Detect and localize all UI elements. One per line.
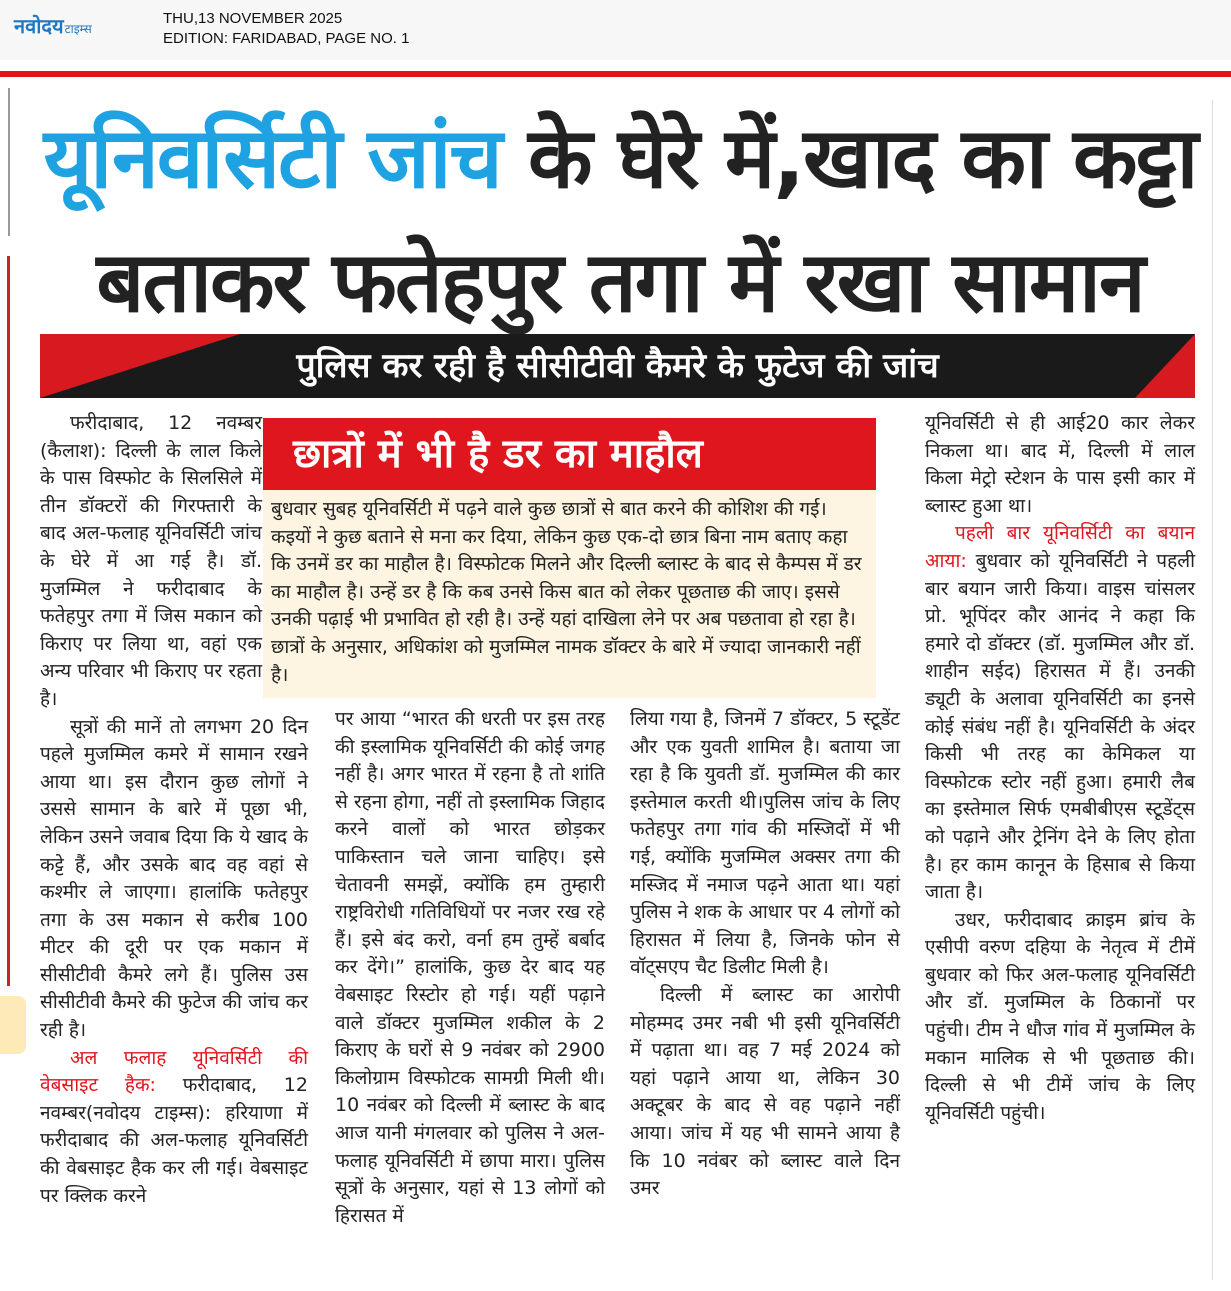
edition-info [163, 9, 409, 49]
sidebar-box-body: बुधवार सुबह यूनिवर्सिटी में पढ़ने वाले कुछ छात्रों से बात करने की कोशिश की गई। कइयों ने कुछ बताने से मना कर दिया, लेकिन कुछ एक-दो छात्र बिना नाम बताए कहा कि उनमें डर का माहौल है। विस्फोटक मिलने और दिल्ली ब्लास्ट के बाद से कैम्पस में डर का माहौल है। उन्हें डर है कि कब उनसे किस बात को लेकर पूछताछ की जाए। इससे उनकी पढ़ाई भी प्रभावित हो रही है। उन्हें यहां दाखिला लेने पर अब पछतावा हो रहा है। छात्रों के अनुसार, अधिकांश को मुजम्मिल नामक डॉक्टर के बारे में ज्यादा जानकारी नहीं है। [271, 498, 862, 686]
subheadline-banner [40, 334, 1195, 398]
adjacent-box-edge [0, 996, 26, 1054]
epaper-header [0, 0, 1231, 60]
paragraph: यूनिवर्सिटी से ही आई20 कार लेकर निकला था। बाद में, दिल्ली में लाल किला मेट्रो स्टेशन के पास इसी कार में ब्लास्ट हुआ था। [925, 412, 1195, 517]
headline-highlight: यूनिवर्सिटी जांच [43, 109, 501, 207]
sidebar-box-title: छात्रों में भी है डर का माहौल [263, 418, 876, 490]
paragraph: अल फलाह यूनिवर्सिटी की वेबसाइट हैक: फरीदाबाद, 12 नवम्बर(नवोदय टाइम्स): हरियाणा में फरीदाबाद की अल-फलाह यूनिवर्सिटी की वेबसाइट हैक कर ली गई। वेबसाइट पर क्लिक करने [40, 1046, 308, 1207]
newspaper-logo[interactable]: नवोदयटाइम्स [14, 14, 92, 38]
paragraph: लिया गया है, जिनमें 7 डॉक्टर, 5 स्टूडेंट और एक युवती शामिल है। बताया जा रहा है कि युवती डॉ. मुजम्मिल की कार इस्तेमाल करती थी।पुलिस जांच के लिए फतेहपुर तगा गांव की मस्जिदों में भी गई, क्योंकि मुजम्मिल अक्सर तगा की मस्जिद में नमाज पढ़ने आता था। यहां पुलिस ने शक के आधार पर 4 लोगों को हिरासत में लिया है, जिनके फोन से वॉट्सएप चैट डिलीट मिली है। [630, 708, 900, 979]
article-column-1 [40, 410, 308, 1210]
article-column-4 [925, 410, 1195, 1127]
paragraph: पहली बार यूनिवर्सिटी का बयान आया: बुधवार को यूनिवर्सिटी ने पहली बार बयान जारी किया। वाइस चांसलर प्रो. भूपिंदर कौर आनंद ने कहा कि हमारे दो डॉक्टर (डॉ. मुजम्मिल और डॉ. शाहीन सईद) हिरासत में हैं। उनकी ड्यूटी के अलावा यूनिवर्सिटी का इनसे कोई संबंध नहीं है। यूनिवर्सिटी के अंदर किसी भी तरह का केमिकल या विस्फोटक स्टोर नहीं हुआ। हमारी लैब का इस्तेमाल सिर्फ एमबीबीएस स्टूडेंट्स को पढ़ाने और ट्रेनिंग देने के लिए होता है। हर काम कानून के हिसाब से किया जाता है। [925, 522, 1195, 904]
adjacent-column-edge [1212, 100, 1214, 1280]
adjacent-article-edge [0, 88, 10, 236]
article-column-2 [335, 706, 605, 1230]
paragraph: दिल्ली में ब्लास्ट का आरोपी मोहम्मद उमर नबी भी इसी यूनिवर्सिटी में पढ़ाता था। वह 7 मई 2024 को यहां पढ़ाने आया था, लेकिन 30 अक्टूबर के बाद से वह पढ़ाने नहीं आया। जांच में यह भी सामने आया है कि 10 नवंबर को ब्लास्ट वाले दिन उमर [630, 983, 900, 1200]
paragraph: फरीदाबाद, 12 नवम्बर (कैलाश): दिल्ली के लाल किले के पास विस्फोट के सिलसिले में तीन डॉक्टरों की गिरफ्तारी के बाद अल-फलाह यूनिवर्सिटी जांच के घेरे में आ गई है। डॉ. मुजम्मिल ने फरीदाबाद के फतेहपुर तगा में जिस मकान को किराए पर लिया था, वहां एक अन्य परिवार भी किराए पर रहता है। [40, 412, 262, 710]
headline-line-1: यूनिवर्सिटी जांच के घेरे में,खाद का कट्टा [43, 109, 1197, 207]
headline-line-2: बताकर फतेहपुर तगा में रखा सामान [96, 233, 1144, 331]
column-wrap-spacer [262, 410, 308, 700]
paragraph: उधर, फरीदाबाद क्राइम ब्रांच के एसीपी वरुण दहिया के नेतृत्व में टीमें बुधवार को फिर अल-फलाह यूनिवर्सिटी और डॉ. मुजम्मिल के ठिकानों पर पहुंची। टीम ने धौज गांव में मुजम्मिल के मकान मालिक से भी पूछताछ की। दिल्ली से भी टीमें जांच के लिए यूनिवर्सिटी पहुंची। [925, 908, 1195, 1124]
subhead-inline: पहली बार यूनिवर्सिटी का बयान आया: [925, 522, 1195, 572]
adjacent-article-border [0, 256, 10, 986]
publication-date: THU,13 NOVEMBER 2025 [163, 10, 343, 27]
paragraph: सूत्रों की मानें तो लगभग 20 दिन पहले मुजम्मिल कमरे में सामान रखने आया था। इस दौरान कुछ लोगों ने उससे सामान के बारे में पूछा भी, लेकिन उसने जवाब दिया कि ये खाद के कट्टे हैं, और उसके बाद वह वहां से कश्मीर ले जाएगा। हालांकि फतेहपुर तगा के उस मकान से करीब 100 मीटर की दूरी पर एक मकान में सीसीटीवी कैमरे लगे हैं। पुलिस उस सीसीटीवी कैमरे की फुटेज की जांच कर रही है। [40, 715, 308, 1042]
edition-page: EDITION: FARIDABAD, PAGE NO. 1 [163, 30, 410, 47]
article-column-3 [630, 706, 900, 1203]
paragraph: पर आया “भारत की धरती पर इस तरह की इस्लामिक यूनिवर्सिटी की कोई जगह नहीं है। अगर भारत में रहना है तो शांति से रहना होगा, नहीं तो इस्लामिक जिहाद करने वालों को भारत छोड़कर पाकिस्तान चले जाना चाहिए। इसे चेतावनी समझें, क्योंकि हम तुम्हारी राष्ट्रविरोधी गतिविधियों पर नजर रख रहे हैं। इसे बंद करो, वर्ना हम तुम्हें बर्बाद कर देंगे।” हालांकि, कुछ देर बाद यह वेबसाइट रिस्टोर हो गई। यहीं पढ़ाने वाले डॉक्टर मुजम्मिल शकील के 2 किराए के घरों से 9 नवंबर को 2900 किलोग्राम विस्फोटक सामग्री मिली थी। 10 नवंबर को दिल्ली में ब्लास्ट के बाद आज यानी मंगलवार को पुलिस ने अल-फलाह यूनिवर्सिटी में छापा मारा। पुलिस सूत्रों के अनुसार, यहां से 13 लोगों को हिरासत में [335, 708, 605, 1227]
subheadline: पुलिस कर रही है सीसीटीवी कैमरे के फुटेज की जांच [296, 346, 939, 386]
sidebar-box [263, 418, 876, 698]
red-divider [0, 71, 1231, 77]
subhead-inline: अल फलाह यूनिवर्सिटी की वेबसाइट हैक: [40, 1046, 308, 1097]
